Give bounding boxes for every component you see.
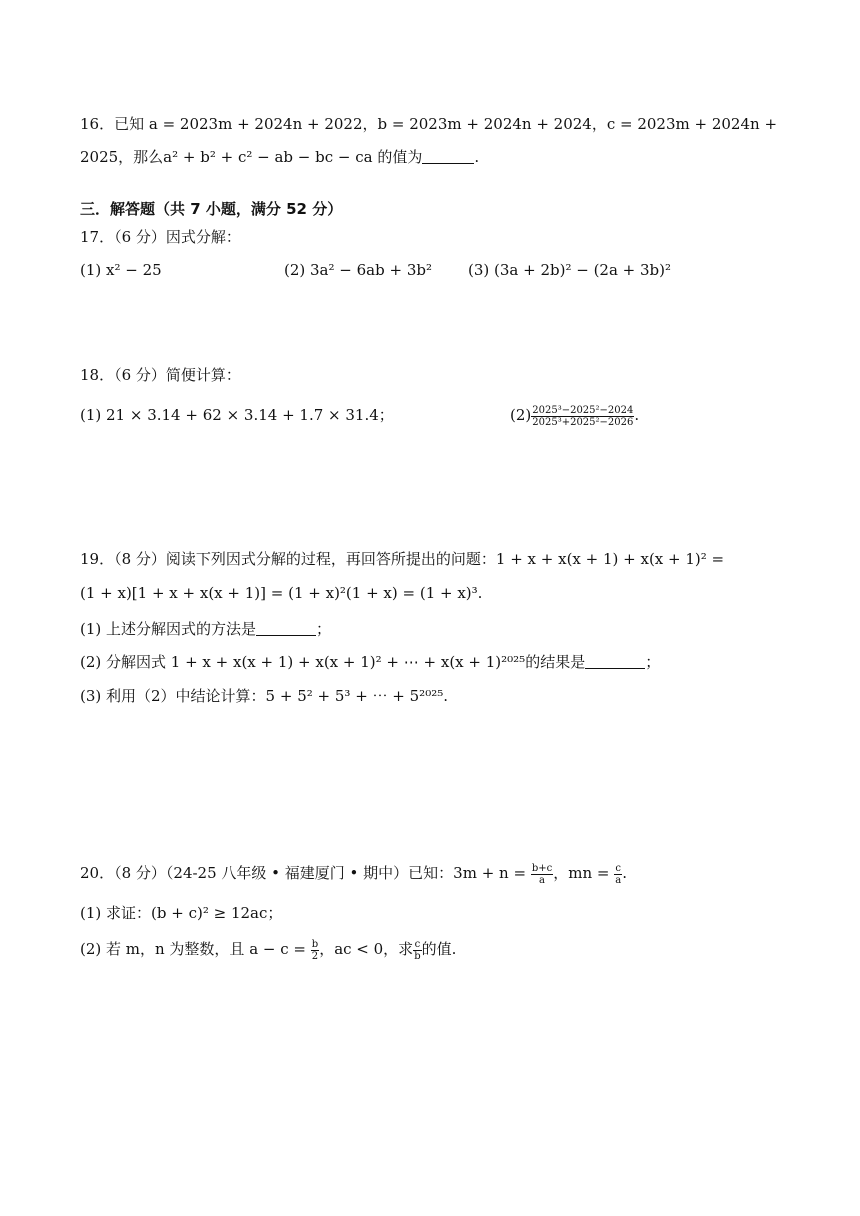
q19-part2-blank	[585, 654, 645, 669]
q19-line2: (1 + x)[1 + x + x(x + 1)] = (1 + x)²(1 + x) = (1 + x)³.	[80, 584, 483, 602]
q19-line1: 19．（8 分）阅读下列因式分解的过程，再回答所提出的问题：1 + x + x(x + 1) + x(x + 1)² =	[80, 550, 725, 568]
q20-fraction-2	[614, 863, 622, 886]
section3-title: 三．解答题（共 7 小题，满分 52 分）	[80, 200, 343, 218]
q20-fraction-3-numerator: b	[311, 938, 319, 950]
q18-part2-end: .	[634, 406, 640, 424]
q16-line2-text: 2025，那么a² + b² + c² − ab − bc − ca 的值为	[80, 148, 423, 166]
q18-fraction-denominator: 2025³+2025²−2026	[532, 416, 634, 428]
q20-part2	[80, 934, 784, 964]
q19-part3: (3) 利用（2）中结论计算：5 + 5² + 5³ + ⋯ + 5²⁰²⁵.	[80, 687, 448, 705]
q20-part2-end: 的值.	[421, 940, 457, 958]
q20-fraction-2-numerator: c	[615, 862, 622, 874]
q17-part1: (1) x² − 25	[80, 261, 162, 279]
q20-fraction-4-numerator: c	[414, 938, 421, 950]
q20-fraction-1-denominator: a	[539, 874, 545, 886]
q20-part2-mid: ，ac < 0，求	[319, 940, 414, 958]
q20-fraction-1	[531, 863, 553, 886]
q19-part1-end: ；	[316, 620, 332, 638]
q20-fraction-3	[311, 939, 319, 962]
q18-fraction	[531, 405, 634, 428]
q20-stem-mid: ，mn =	[553, 864, 610, 882]
q16-line2-end: .	[474, 148, 480, 166]
q20-fraction-1-numerator: b+c	[531, 862, 553, 874]
q20-stem-end: .	[622, 864, 627, 882]
q20-fraction-4-denominator: b	[414, 950, 421, 962]
q17-part2: (2) 3a² − 6ab + 3b²	[284, 261, 432, 279]
q16-line1: 16．已知 a = 2023m + 2024n + 2022，b = 2023m + 2024n + 2024，c = 2023m + 2024n +	[80, 115, 778, 133]
q18-fraction-numerator: 2025³−2025²−2024	[532, 404, 634, 416]
q20-part2-text: (2) 若 m，n 为整数，且 a − c =	[80, 940, 306, 958]
q16-line2	[80, 146, 784, 168]
q19-part2-text: (2) 分解因式 1 + x + x(x + 1) + x(x + 1)² + ⋯ + x(x + 1)²⁰²⁵的结果是	[80, 653, 586, 671]
q17-stem: 17．（6 分）因式分解：	[80, 228, 241, 246]
q18-part2-label: (2)	[510, 406, 532, 424]
q20-part1: (1) 求证：(b + c)² ≥ 12ac；	[80, 904, 283, 922]
q16-answer-blank	[422, 149, 474, 164]
q19-part1	[80, 618, 784, 640]
q19-part1-blank	[256, 621, 316, 636]
q18-stem: 18．（6 分）简便计算：	[80, 366, 241, 384]
q20-fraction-3-denominator: 2	[311, 950, 319, 962]
q20-stem	[80, 858, 784, 888]
q20-stem-text: 20．（8 分）（24-25 八年级 • 福建厦门 • 期中）已知：3m + n =	[80, 864, 527, 882]
q20-fraction-2-denominator: a	[615, 874, 622, 886]
q17-part3: (3) (3a + 2b)² − (2a + 3b)²	[468, 261, 672, 279]
q19-part2-end: ；	[645, 653, 661, 671]
q18-part1: (1) 21 × 3.14 + 62 × 3.14 + 1.7 × 31.4；	[80, 406, 394, 424]
q19-part2	[80, 651, 784, 673]
q18-part2	[510, 396, 730, 434]
q19-part1-text: (1) 上述分解因式的方法是	[80, 620, 257, 638]
q20-fraction-4	[413, 939, 421, 962]
